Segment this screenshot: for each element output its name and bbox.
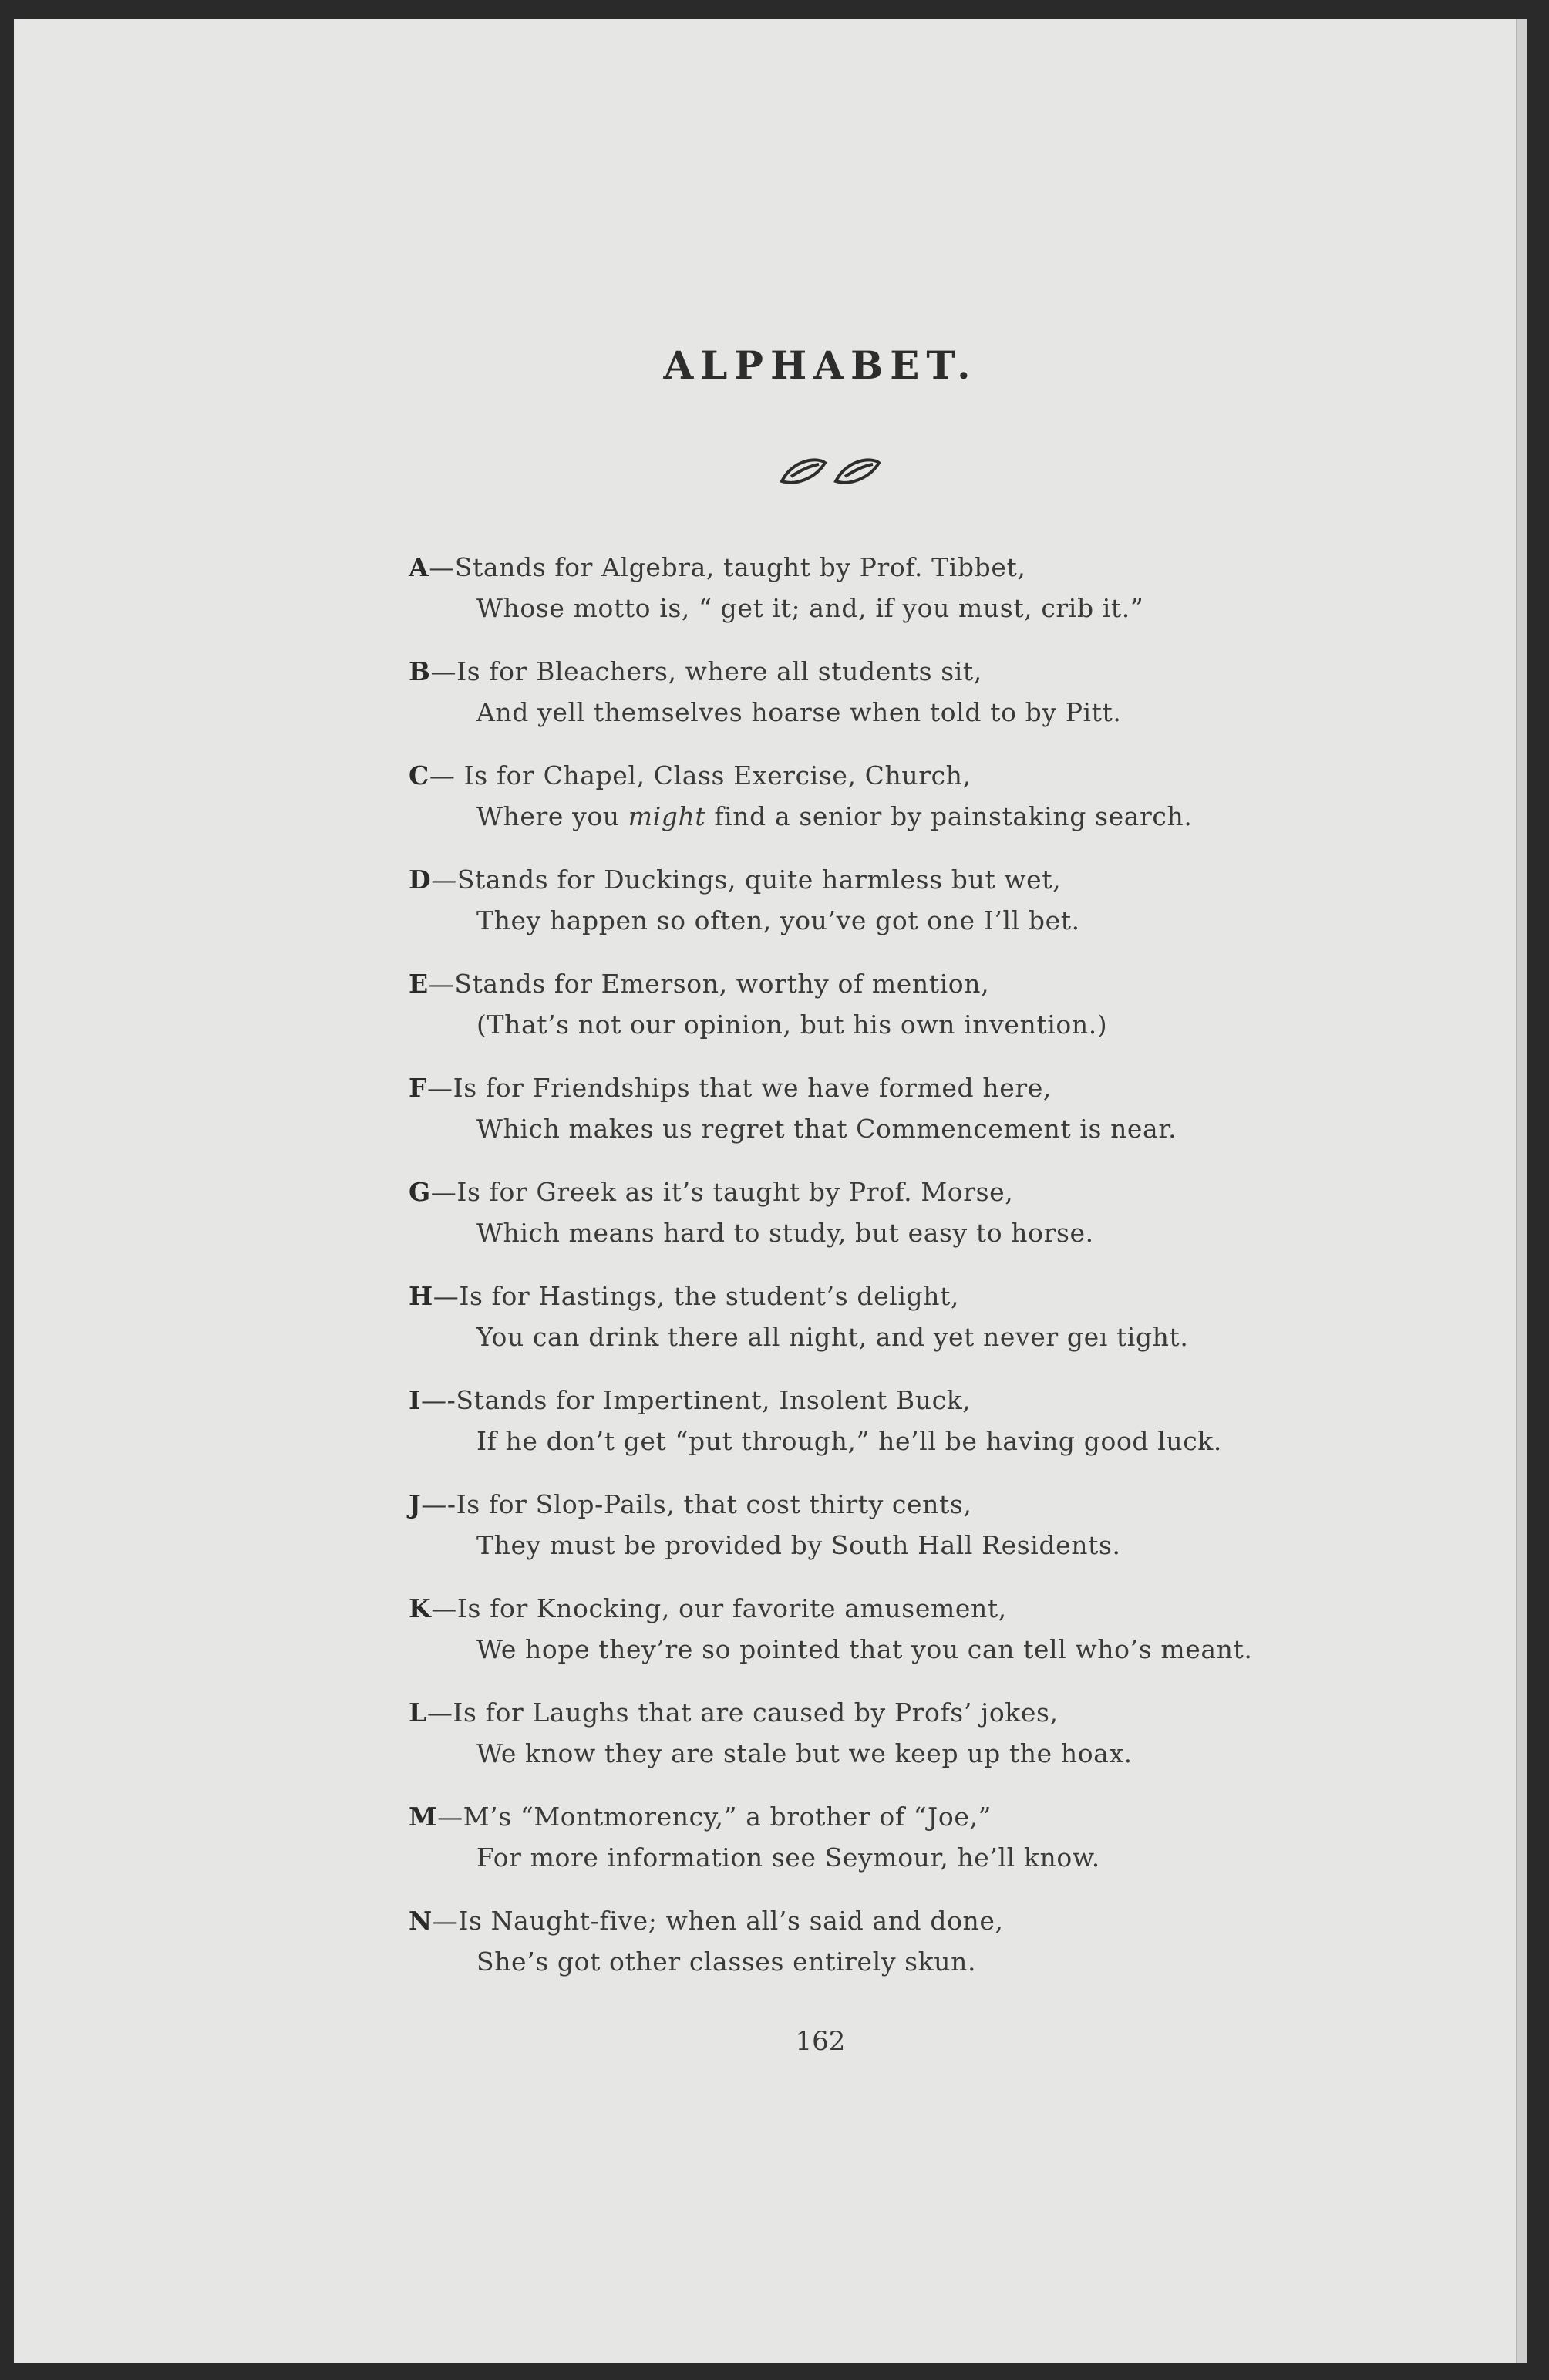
stanza-second-line bbox=[409, 1837, 1411, 1878]
stanza-second-line bbox=[409, 1316, 1411, 1357]
stanza-letter: M bbox=[409, 1802, 438, 1832]
stanza-first-line-text: —Is for Greek as it’s taught by Prof. Morse, bbox=[430, 1177, 1014, 1207]
stanza-letter: F bbox=[409, 1073, 428, 1103]
stanza-first-line-text: —-Is for Slop-Pails, that cost thirty cents, bbox=[421, 1489, 972, 1519]
stanza-c bbox=[409, 755, 1411, 859]
stanza-a bbox=[409, 547, 1411, 651]
stanza-second-line-text: We know they are stale but we keep up the hoax. bbox=[476, 1738, 1133, 1768]
stanza-letter: G bbox=[409, 1177, 431, 1207]
stanza-first-line-text: —-Stands for Impertinent, Insolent Buck, bbox=[421, 1385, 971, 1415]
stanza-second-line-text: And yell themselves hoarse when told to by Pitt. bbox=[476, 697, 1122, 727]
stanza-second-line-text: If he don’t get “put through,” he’ll be having good luck. bbox=[476, 1426, 1222, 1456]
stanza-second-line bbox=[409, 692, 1411, 733]
stanza-first-line bbox=[409, 1276, 1411, 1316]
stanza-second-line bbox=[409, 588, 1411, 629]
stanza-letter: B bbox=[409, 656, 431, 686]
stanza-second-line-text: We hope they’re so pointed that you can tell who’s meant. bbox=[476, 1634, 1253, 1664]
stanza-first-line-text: —Is for Friendships that we have formed here, bbox=[427, 1073, 1052, 1103]
stanza-second-line bbox=[409, 1421, 1411, 1461]
stanza-second-line bbox=[409, 1212, 1411, 1253]
stanza-k bbox=[409, 1588, 1411, 1692]
stanza-first-line bbox=[409, 1692, 1411, 1733]
stanza-first-line bbox=[409, 1171, 1411, 1212]
stanza-second-line-text: (That’s not our opinion, but his own invention.) bbox=[476, 1010, 1108, 1040]
stanza-second-line-text: Whose motto is, “ get it; and, if you must, crib it.” bbox=[476, 593, 1144, 623]
stanza-letter: E bbox=[409, 969, 429, 999]
stanza-first-line bbox=[409, 547, 1411, 588]
stanza-second-line-text: They happen so often, you’ve got one I’ll bet. bbox=[476, 905, 1080, 935]
stanza-second-line bbox=[409, 1108, 1411, 1149]
alphabet-verse-list bbox=[409, 547, 1411, 2004]
stanza-emphasis: might bbox=[628, 801, 706, 831]
stanza-first-line bbox=[409, 859, 1411, 900]
page-number: 162 bbox=[795, 2026, 846, 2057]
stanza-second-line-text: Which makes us regret that Commencement is near. bbox=[476, 1114, 1177, 1144]
stanza-first-line-text: —Is for Bleachers, where all students sit, bbox=[430, 656, 982, 686]
leaf-pair-ornament-icon bbox=[777, 452, 885, 490]
book-page bbox=[14, 19, 1527, 2363]
stanza-second-line bbox=[409, 1004, 1411, 1045]
stanza-letter: K bbox=[409, 1593, 432, 1623]
stanza-second-line bbox=[409, 796, 1411, 837]
stanza-first-line bbox=[409, 1484, 1411, 1525]
stanza-l bbox=[409, 1692, 1411, 1796]
stanza-second-line bbox=[409, 1525, 1411, 1566]
stanza-letter: C bbox=[409, 760, 429, 791]
stanza-first-line bbox=[409, 1380, 1411, 1421]
stanza-m bbox=[409, 1796, 1411, 1900]
stanza-first-line bbox=[409, 651, 1411, 692]
stanza-first-line-text: —Is Naught-five; when all’s said and done, bbox=[432, 1906, 1004, 1936]
stanza-second-line-text: Where you bbox=[476, 801, 628, 831]
page-title: ALPHABET. bbox=[663, 342, 978, 388]
stanza-letter: H bbox=[409, 1281, 433, 1311]
stanza-n bbox=[409, 1900, 1411, 2004]
stanza-second-line-text: You can drink there all night, and yet never geı tight. bbox=[476, 1322, 1189, 1352]
stanza-f bbox=[409, 1067, 1411, 1171]
stanza-second-line-text: Which means hard to study, but easy to horse. bbox=[476, 1218, 1094, 1248]
stanza-first-line bbox=[409, 755, 1411, 796]
stanza-second-line bbox=[409, 1733, 1411, 1774]
stanza-letter: A bbox=[409, 552, 429, 582]
stanza-i bbox=[409, 1380, 1411, 1484]
stanza-second-line bbox=[409, 1941, 1411, 1982]
stanza-first-line bbox=[409, 1900, 1411, 1941]
stanza-second-line-text: They must be provided by South Hall Residents. bbox=[476, 1530, 1121, 1560]
stanza-first-line bbox=[409, 963, 1411, 1004]
stanza-second-line-text: For more information see Seymour, he’ll know. bbox=[476, 1842, 1100, 1873]
stanza-first-line-text: —Is for Knocking, our favorite amusement, bbox=[431, 1593, 1007, 1623]
stanza-first-line-text: —M’s “Montmorency,” a brother of “Joe,” bbox=[437, 1802, 992, 1832]
stanza-g bbox=[409, 1171, 1411, 1276]
stanza-second-line bbox=[409, 1629, 1411, 1670]
stanza-letter: L bbox=[409, 1697, 427, 1728]
stanza-first-line-text: — Is for Chapel, Class Exercise, Church, bbox=[429, 760, 971, 791]
stanza-letter: I bbox=[409, 1385, 422, 1415]
stanza-letter: N bbox=[409, 1906, 433, 1936]
stanza-first-line-text: —Stands for Emerson, worthy of mention, bbox=[428, 969, 990, 999]
stanza-first-line-text: —Stands for Algebra, taught by Prof. Tibbet, bbox=[429, 552, 1026, 582]
stanza-j bbox=[409, 1484, 1411, 1588]
stanza-first-line-text: —Stands for Duckings, quite harmless but wet, bbox=[431, 865, 1062, 895]
stanza-e bbox=[409, 963, 1411, 1067]
stanza-h bbox=[409, 1276, 1411, 1380]
stanza-second-line-text: She’s got other classes entirely skun. bbox=[476, 1947, 977, 1977]
stanza-b bbox=[409, 651, 1411, 755]
stanza-d bbox=[409, 859, 1411, 963]
stanza-first-line bbox=[409, 1588, 1411, 1629]
stanza-second-line bbox=[409, 900, 1411, 941]
stanza-first-line bbox=[409, 1796, 1411, 1837]
stanza-letter: J bbox=[409, 1489, 422, 1519]
stanza-first-line-text: —Is for Laughs that are caused by Profs’ jokes, bbox=[426, 1697, 1059, 1728]
stanza-second-line-tail: find a senior by painstaking search. bbox=[705, 801, 1193, 831]
stanza-letter: D bbox=[409, 865, 432, 895]
stanza-first-line-text: —Is for Hastings, the student’s delight, bbox=[433, 1281, 960, 1311]
stanza-first-line bbox=[409, 1067, 1411, 1108]
